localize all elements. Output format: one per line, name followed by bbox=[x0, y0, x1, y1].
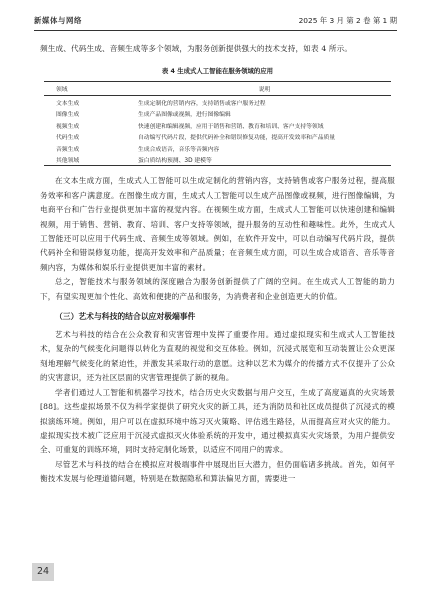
body-paragraph: 学者们通过人工智能和机器学习技术，结合历史火灾数据与用户交互，生成了高度逼真的火灾场景[88]。这些虚拟场景不仅为科学家提供了研究火灾的新工具，还为消防员和社区成员提供了沉浸式的模拟演练环境。例如，用户可以在虚拟环境中练习灭火策略、评估逃生路径，从而提高应对火灾的能力。虚拟现实技术被广泛应用于沉浸式虚拟灭火体验系统的开发中，通过模拟真实火灾场景，为用户提供安全、可重复的训练环境，同时支持定制化场景，以适应不同用户的需求。 bbox=[40, 387, 395, 455]
table-header-row bbox=[44, 82, 391, 96]
body-paragraph: 尽管艺术与科技的结合在模拟应对极端事件中展现出巨大潜力，但仍面临诸多挑战。首先，如何平衡技术发展与伦理道德问题，特别是在数据隐私和算法偏见方面，需要进一 bbox=[40, 459, 395, 484]
journal-title: 新媒体与网络 bbox=[34, 16, 82, 25]
table-caption: 表 4 生成式人工智能在服务领域的应用 bbox=[161, 67, 274, 76]
body-paragraph: 在文本生成方面，生成式人工智能可以生成定制化的营销内容，支持销售或客户服务过程，提高服务效率和客户满意度。在图像生成方面，生成式人工智能可以生成产品图像或视频，进行图像编辑，为电商平台和广告行业提供更加丰富的视觉内容。在视频生成方面，生成式人工智能可以快速创建和编辑视频，用于销售、营销、教育、培训、客户支持等领域，提升服务的互动性和趣味性。此外，生成式人工智能还可以应用于代码生成、音频生成等领域。例如，在软件开发中，可以自动编写代码片段，提供代码补全和错误修复功能，提高开发效率和产品质量；在音频生成方面，可以生成合成语音、音乐等音频内容，为媒体和娱乐行业提供更加丰富的素材。 bbox=[40, 176, 395, 272]
table-row bbox=[44, 154, 391, 166]
running-header bbox=[34, 14, 397, 28]
article-body bbox=[40, 42, 395, 487]
table-cell-domain: 代码生成 bbox=[56, 135, 80, 142]
issue-info: 2025 年 3 月 第 2 卷 第 1 期 bbox=[298, 16, 397, 25]
body-paragraph: 艺术与科技的结合在公众教育和灾害管理中发挥了重要作用。通过虚拟现实和生成式人工智能技术，复杂的气候变化问题得以转化为直观的视觉和交互体验。例如，沉浸式展览和互动装置让公众更深刻地理解气候变化的紧迫性，并激发其采取行动的意愿。这种以艺术为媒介的传播方式不仅提升了公众的灾害意识，还为社区层面的灾害管理提供了新的视角。 bbox=[40, 330, 395, 383]
section-heading: （三）艺术与科技的结合以应对极端事件 bbox=[55, 312, 196, 322]
intro-paragraph: 频生成、代码生成、音频生成等多个领域，为服务创新提供强大的技术支持，如表 4 所示。 bbox=[40, 44, 353, 53]
table-cell-domain: 音频生成 bbox=[56, 146, 80, 153]
table-cell-domain: 文本生成 bbox=[56, 100, 80, 107]
header-rule bbox=[34, 30, 397, 31]
page-number: 24 bbox=[32, 563, 54, 581]
column-header-description: 说明 bbox=[138, 82, 391, 96]
table-cell-description: 快速创建和编辑视频，应用于销售和营销、教育和培训、客户支持等领域 bbox=[138, 123, 324, 130]
table-row bbox=[44, 119, 391, 131]
table-cell-description: 蛋白质结构预测、3D 建模等 bbox=[138, 154, 391, 166]
table-cell-domain: 其他领域 bbox=[44, 154, 138, 166]
table-cell-description: 生成合成语音，音乐等音频内容 bbox=[138, 146, 220, 153]
column-header-domain: 领域 bbox=[44, 82, 138, 96]
table-row bbox=[44, 142, 391, 154]
table-cell-description: 生成产品图像或视频，进行图像编辑 bbox=[138, 112, 231, 119]
table-row bbox=[44, 96, 391, 108]
applications-table bbox=[44, 81, 391, 166]
table-cell-description: 自动编写代码片段，提供代码补全和错误修复功能，提高开发效率和产品质量 bbox=[138, 135, 336, 142]
table-cell-domain: 图像生成 bbox=[56, 112, 80, 119]
table-cell-domain: 视频生成 bbox=[56, 123, 80, 130]
table-cell-description: 生成定制化的营销内容，支持销售或客户服务过程 bbox=[138, 100, 266, 107]
table-row bbox=[44, 108, 391, 120]
table-row bbox=[44, 131, 391, 143]
body-paragraph: 总之，智能技术与服务领域的深度融合为服务创新提供了广阔的空间。在生成式人工智能的助力下，有望实现更加个性化、高效和便捷的产品和服务，为消费者和企业创造更大的价值。 bbox=[40, 277, 395, 301]
